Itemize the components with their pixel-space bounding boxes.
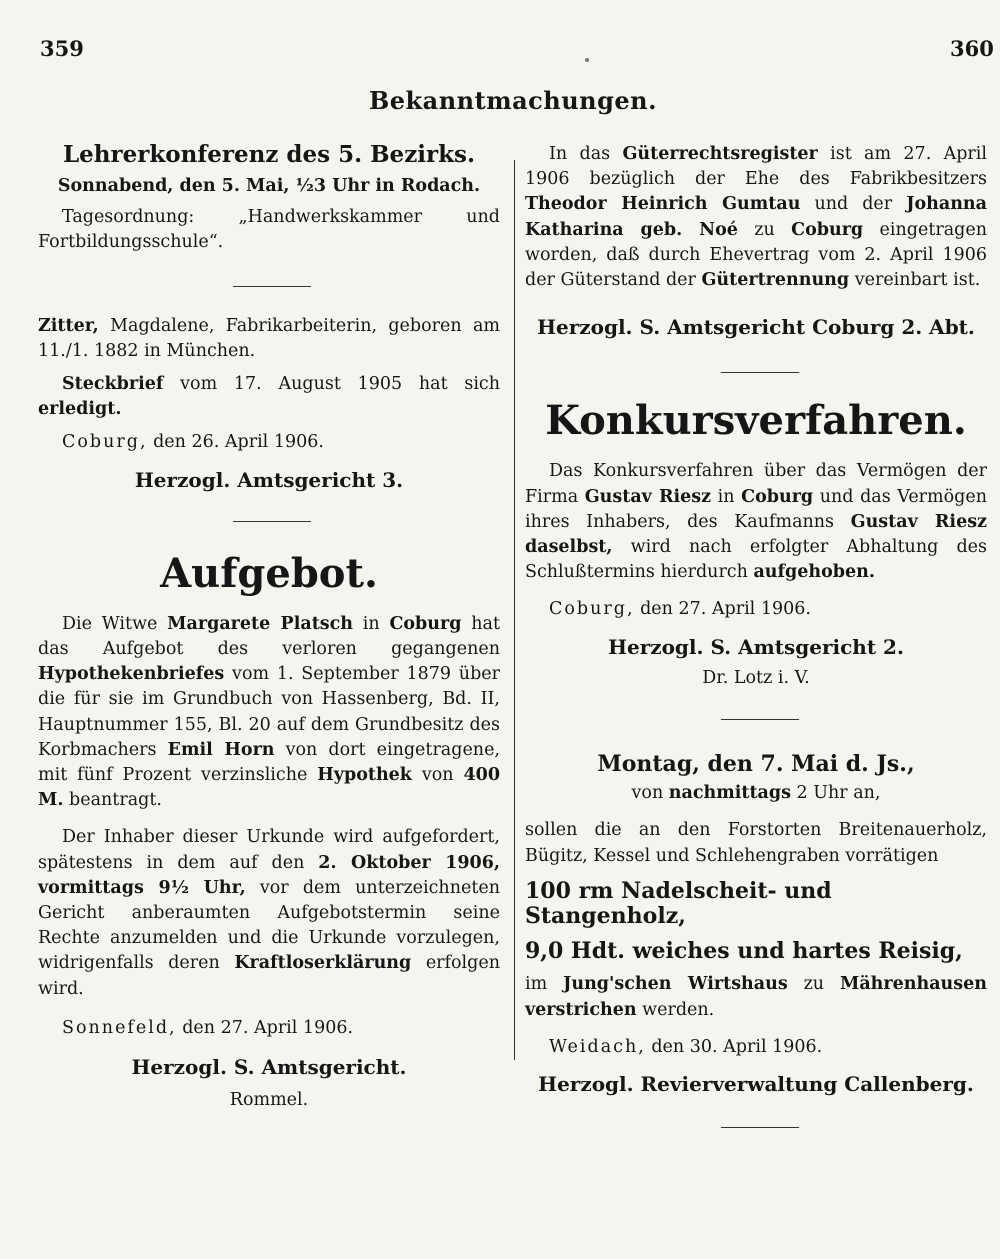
text-segment: zu [787, 974, 840, 995]
place: Sonnefeld, [62, 1017, 177, 1038]
place-maehrenhausen: Mährenhausen verstrichen [525, 974, 987, 1020]
auction-item-wood: 100 rm Nadelscheit- und Stangenholz, [525, 877, 832, 930]
konkurs-title: Konkursverfahren. [545, 397, 967, 445]
warrant-resolved: erledigt. [38, 399, 122, 420]
term-kraftloserklaerung: Kraftloserklärung [234, 953, 412, 974]
text-segment: vom 1. September 1879 über die für sie im Grundbuch von Hassenberg, Bd. II, Hauptnummer 155, Bl. 20 auf dem Grundbesitz des Korbmachers [38, 664, 500, 760]
text-segment: Das Konkursverfahren über das Vermögen der Firma [525, 461, 987, 507]
place-coburg: Coburg [791, 219, 864, 240]
date: den 26. April 1906. [147, 432, 324, 453]
place-coburg: Coburg [389, 613, 462, 634]
text-segment: 2 Uhr an, [790, 783, 881, 804]
text-segment: in [353, 613, 390, 634]
term-guetertrennung: Gütertrennung [701, 270, 850, 291]
auction-item-brushwood: 9,0 Hdt. weiches und hartes Reisig, [525, 938, 963, 965]
text-segment: und der [800, 194, 907, 215]
separator [721, 372, 799, 373]
auction-date: Montag, den 7. Mai d. Js., [597, 751, 915, 778]
auction-location [525, 972, 987, 1022]
name-margarete-platsch: Margarete Platsch [167, 613, 354, 634]
date: den 27. April 1906. [176, 1017, 354, 1038]
text-segment: von dort eingetragene, mit fünf Prozent verzinsliche [38, 739, 500, 786]
text-segment: werden. [636, 999, 715, 1020]
zitter-text: Magdalene, Fabrikarbeiterin, geboren am 11./1. 1882 in München. [38, 315, 500, 361]
page-number-right: 360 [950, 36, 994, 61]
place-coburg: Coburg [741, 486, 814, 507]
separator [233, 286, 311, 287]
aufgebot-place-date [38, 1016, 500, 1041]
text-segment: ist am 27. April 1906 bezüglich der Ehe des Fabrikbesitzers [525, 144, 987, 190]
warrant-notice [38, 372, 500, 422]
right-column [525, 138, 987, 1128]
court-signature: Herzogl. S. Amtsgericht Coburg 2. Abt. [537, 315, 975, 340]
text-segment: zu [737, 219, 792, 240]
separator [721, 719, 799, 720]
gueterrecht-notice [525, 142, 987, 293]
name-theodor-gumtau: Theodor Heinrich Gumtau [525, 194, 801, 215]
text-segment: in [711, 486, 742, 507]
conference-agenda: Tagesordnung: „Handwerkskammer und Fortbildungsschule“. [38, 207, 500, 253]
signer: Rommel. [229, 1090, 309, 1111]
term-gueterrechtsregister: Güterrechtsregister [622, 144, 818, 164]
court-signature: Herzogl. S. Amtsgericht. [131, 1055, 407, 1080]
date: den 30. April 1906. [645, 1036, 823, 1057]
name-emil-horn: Emil Horn [167, 739, 275, 760]
place: Coburg, [549, 599, 635, 620]
auction-time [525, 781, 987, 806]
text-segment: eingetragen worden, daß durch Ehevertrag vom 2. April 1906 der Güterstand der [525, 219, 987, 291]
date: den 27. April 1906. [634, 599, 811, 620]
zitter-notice [38, 314, 500, 364]
text-segment: von [411, 765, 464, 786]
text-segment: wird nach erfolgter Abhaltung des Schlußtermins hierdurch [525, 537, 987, 583]
firm-gustav-riesz: Gustav Riesz [584, 486, 712, 507]
amount: 400 M. [38, 765, 500, 811]
office-signature: Herzogl. Revierverwaltung Callenberg. [538, 1072, 974, 1097]
separator [233, 521, 311, 522]
court-signature: Herzogl. Amtsgericht 3. [134, 467, 404, 492]
court-signature: Herzogl. S. Amtsgericht 2. [608, 634, 904, 659]
left-column [38, 138, 500, 1113]
text-segment: vereinbart ist. [849, 270, 981, 291]
term-nachmittags: nachmittags [668, 783, 791, 804]
separator [721, 1127, 799, 1128]
text-segment: Die Witwe [62, 613, 168, 634]
text-segment: Der Inhaber dieser Urkunde wird aufgefordert, spätestens in dem auf den [38, 827, 500, 873]
text-segment: erfolgen wird. [38, 953, 500, 999]
column-divider [514, 160, 515, 1060]
warrant-text: vom 17. August 1905 hat sich [163, 374, 500, 395]
auction-text: sollen die an den Forstorten Breitenauerholz, Bügitz, Kessel und Schlehengraben vorrätigen [525, 820, 987, 866]
place: Weidach, [549, 1036, 646, 1057]
deadline: 2. Oktober 1906, vormittags 9½ Uhr, [38, 852, 500, 898]
name-johanna-katharina: Johanna Katharina geb. Noé [525, 194, 987, 240]
venue-wirtshaus: Jung'schen Wirtshaus [563, 974, 788, 995]
text-segment: und das Vermögen ihres Inhabers, des Kaufmanns [525, 486, 988, 532]
text-segment: im [525, 974, 564, 995]
page-title: Bekanntmachungen. [369, 86, 657, 115]
konkurs-text [525, 459, 987, 585]
text-segment: hat das Aufgebot des verloren gegangenen [38, 613, 500, 660]
text-segment: von [631, 783, 669, 804]
warrant-label: Steckbrief [62, 374, 164, 395]
text-segment: beantragt. [63, 790, 162, 811]
zitter-place-date [38, 430, 500, 455]
auction-place-date [525, 1035, 987, 1060]
ink-dot [585, 58, 589, 62]
zitter-name: Zitter, [38, 315, 99, 336]
aufgebot-summons [38, 825, 500, 1001]
aufgebot-text [38, 612, 500, 814]
term-hypothek: Hypothek [317, 765, 412, 786]
signer: Dr. Lotz i. V. [702, 667, 810, 688]
page-number-left: 359 [40, 36, 84, 61]
aufgebot-title: Aufgebot. [160, 549, 378, 597]
text-segment: In das [549, 144, 623, 164]
text-segment: vor dem unterzeichneten Gericht anberaumten Aufgebotstermin seine Rechte anzumelden und die Urkunde vorzulegen, widrigenfalls deren [38, 877, 500, 974]
conference-title: Lehrerkonferenz des 5. Bezirks. [62, 141, 476, 168]
term-hypothekenbrief: Hypothekenbriefes [38, 664, 225, 685]
term-aufgehoben: aufgehoben. [753, 562, 875, 583]
konkurs-place-date [525, 597, 987, 622]
conference-date: Sonnabend, den 5. Mai, ½3 Uhr in Rodach. [57, 176, 481, 196]
place: Coburg, [62, 432, 148, 453]
name-gustav-riesz: Gustav Riesz daselbst, [525, 511, 987, 558]
